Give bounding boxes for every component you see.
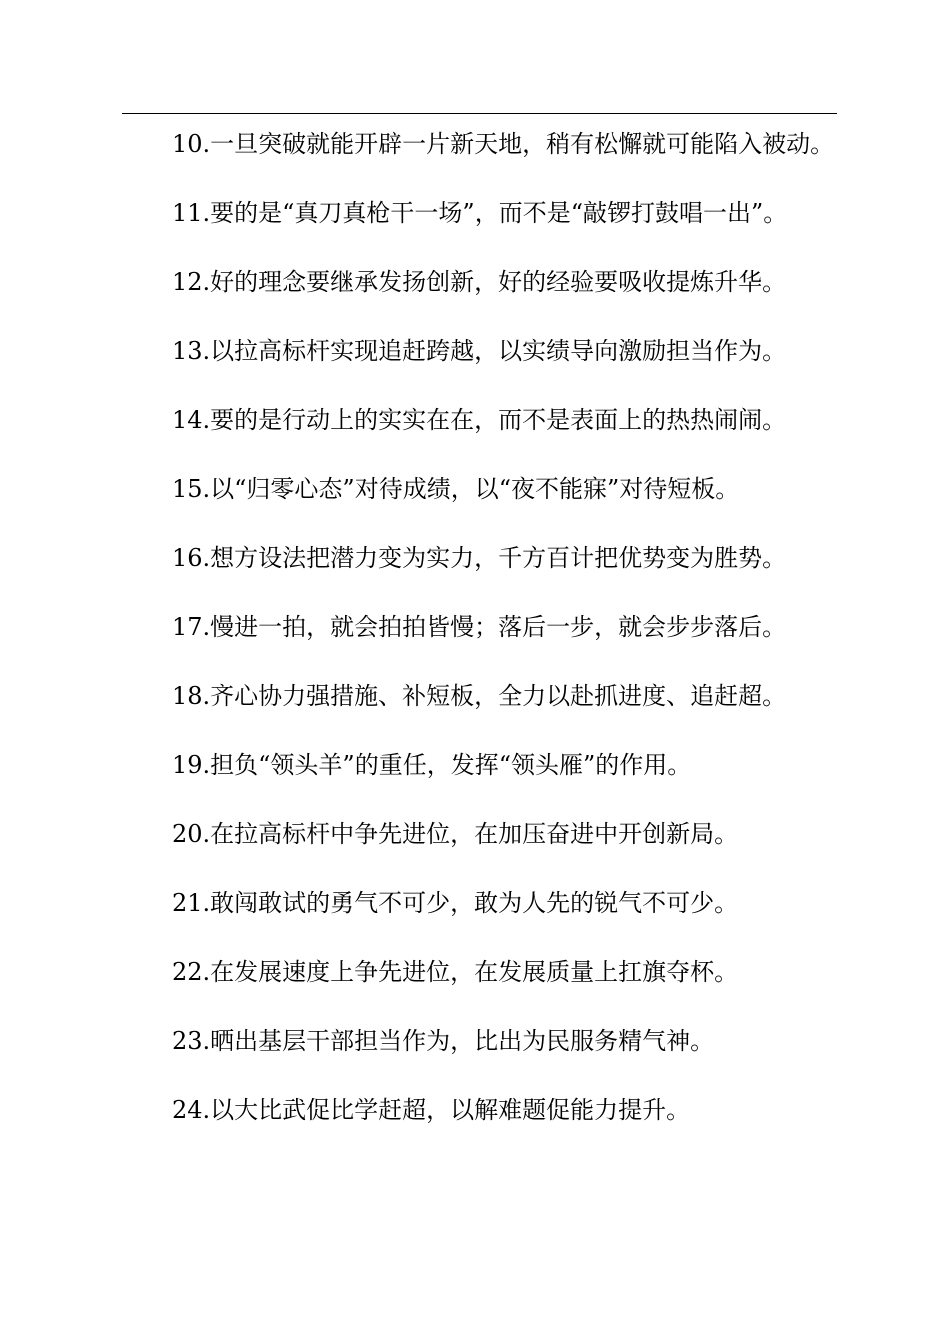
- list-item-14: 14.要的是行动上的实实在在，而不是表面上的热热闹闹。: [172, 406, 787, 434]
- list-item-18: 18.齐心协力强措施、补短板，全力以赴抓进度、追赶超。: [172, 682, 787, 710]
- list-item-22: 22.在发展速度上争先进位，在发展质量上扛旗夺杯。: [172, 958, 739, 986]
- list-item-19: 19.担负“领头羊”的重任，发挥“领头雁”的作用。: [172, 751, 692, 779]
- header-divider: [122, 113, 837, 114]
- list-item-16: 16.想方设法把潜力变为实力，千方百计把优势变为胜势。: [172, 544, 787, 572]
- list-item-21: 21.敢闯敢试的勇气不可少，敢为人先的锐气不可少。: [172, 889, 739, 917]
- list-item-24: 24.以大比武促比学赶超，以解难题促能力提升。: [172, 1096, 691, 1124]
- list-item-11: 11.要的是“真刀真枪干一场”，而不是“敲锣打鼓唱一出”。: [172, 199, 788, 227]
- list-item-13: 13.以拉高标杆实现追赶跨越，以实绩导向激励担当作为。: [172, 337, 787, 365]
- list-item-12: 12.好的理念要继承发扬创新，好的经验要吸收提炼升华。: [172, 268, 787, 296]
- list-item-20: 20.在拉高标杆中争先进位，在加压奋进中开创新局。: [172, 820, 739, 848]
- document-body: [122, 128, 837, 1163]
- list-item-17: 17.慢进一拍，就会拍拍皆慢；落后一步，就会步步落后。: [172, 613, 787, 641]
- list-item-10: 10.一旦突破就能开辟一片新天地，稍有松懈就可能陷入被动。: [172, 130, 835, 158]
- list-item-15: 15.以“归零心态”对待成绩，以“夜不能寐”对待短板。: [172, 475, 740, 503]
- list-item-23: 23.晒出基层干部担当作为，比出为民服务精气神。: [172, 1027, 715, 1055]
